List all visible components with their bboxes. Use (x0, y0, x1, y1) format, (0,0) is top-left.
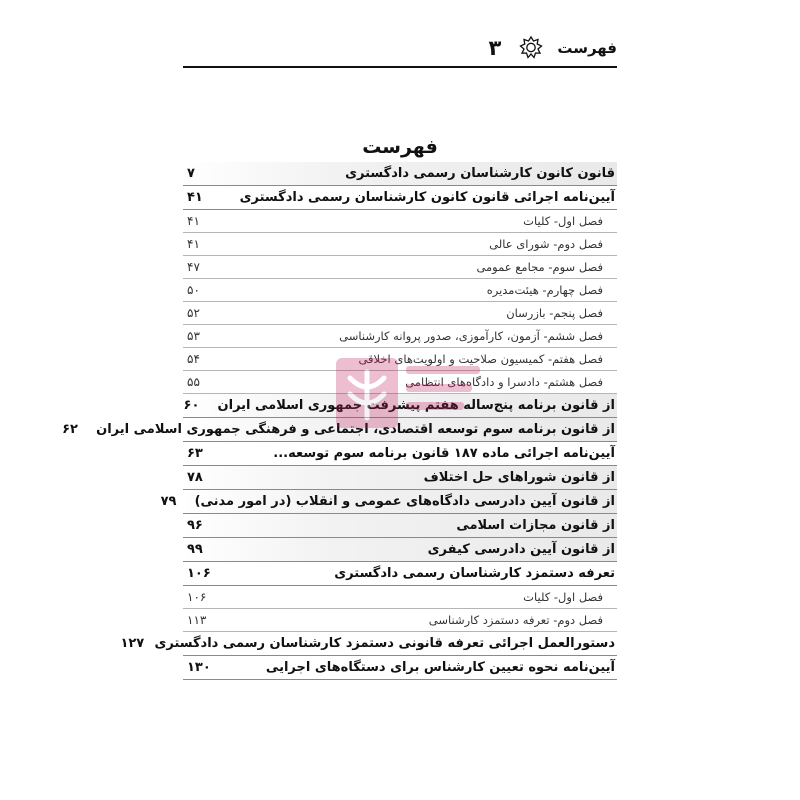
toc-subentry[interactable] (183, 586, 617, 609)
toc-subentry-label: فصل اول- کلیات (523, 590, 603, 604)
toc-entry-label: آیین‌نامه اجرائی قانون کانون کارشناسان رسمی دادگستری (239, 190, 615, 205)
toc-title: فهرست (362, 136, 438, 158)
toc-subentry-label: فصل هفتم- کمیسیون صلاحیت و اولویت‌های اخلاقی (358, 352, 603, 366)
toc-subentry-page: ۵۲ (187, 306, 200, 320)
toc-entry[interactable] (120, 632, 617, 656)
toc-subentry[interactable] (183, 256, 617, 279)
toc-subentry[interactable] (183, 233, 617, 256)
toc-entry-label: از قانون برنامه سوم توسعه اقتصادی، اجتماعی و فرهنگی جمهوری اسلامی ایران (96, 422, 615, 437)
toc-entry-page: ۹۶ (187, 518, 203, 533)
toc-entry[interactable] (183, 538, 617, 562)
toc-entry-page: ۴۱ (187, 190, 203, 205)
toc-entry-label: از قانون مجازات اسلامی (456, 518, 615, 533)
toc-subentry-label: فصل چهارم- هیئت‌مدیره (486, 283, 603, 297)
running-header-title: فهرست (557, 39, 617, 57)
toc-subentry-page: ۵۰ (187, 283, 200, 297)
toc-subentry[interactable] (183, 609, 617, 632)
toc-entry-page: ۷۸ (187, 470, 203, 485)
toc-subentry[interactable] (183, 348, 617, 371)
toc-entry-label: از قانون شوراهای حل اختلاف (423, 470, 615, 485)
toc-entry[interactable] (62, 418, 617, 442)
toc-subentry-page: ۴۱ (187, 214, 200, 228)
toc-entry-page: ۷ (187, 166, 195, 181)
toc-entry-label: تعرفه دستمزد کارشناسان رسمی دادگستری (334, 566, 615, 581)
toc-subentry-label: فصل ششم- آزمون، کارآموزی، صدور پروانه کارشناسی (339, 329, 603, 343)
toc-subentry[interactable] (183, 210, 617, 233)
toc-entry[interactable] (183, 466, 617, 490)
toc-entry-page: ۶۳ (187, 446, 203, 461)
toc-subentry-label: فصل دوم- شورای عالی (489, 237, 603, 251)
toc-entry-label: از قانون آیین دادرسی دادگاه‌های عمومی و انقلاب (در امور مدنی) (194, 494, 615, 509)
toc-subentry-page: ۴۷ (187, 260, 200, 274)
toc-entry-label: از قانون آیین دادرسی کیفری (427, 542, 615, 557)
toc-entry[interactable] (183, 162, 617, 186)
toc-subentry-page: ۱۰۶ (187, 590, 207, 604)
toc-subentry-label: فصل پنجم- بازرسان (506, 306, 603, 320)
toc-entry-label: قانون کانون کارشناسان رسمی دادگستری (345, 166, 615, 181)
toc-entry[interactable] (183, 394, 617, 418)
toc-entry-page: ۹۹ (187, 542, 203, 557)
toc-subentry[interactable] (183, 279, 617, 302)
header-rule (183, 66, 617, 68)
toc-subentry[interactable] (183, 371, 617, 394)
toc-entry-label: دستورالعمل اجرائی تعرفه قانونی دستمزد کارشناسان رسمی دادگستری (154, 636, 615, 651)
toc-entry-page: ۱۰۶ (187, 566, 211, 581)
toc-subentry-page: ۱۱۳ (187, 613, 207, 627)
toc-entry[interactable] (183, 656, 617, 680)
toc-subentry-page: ۵۴ (187, 352, 200, 366)
toc-subentry-label: فصل اول- کلیات (523, 214, 603, 228)
toc-entry-page: ۷۹ (160, 494, 177, 509)
toc-subentry[interactable] (183, 325, 617, 348)
toc-entry-label: آیین‌نامه نحوه تعیین کارشناس برای دستگاه‌های اجرایی (265, 660, 615, 675)
toc-entry[interactable] (160, 490, 617, 514)
flower-ornament-icon (519, 36, 543, 60)
toc-entry[interactable] (183, 562, 617, 586)
toc-subentry-label: فصل هشتم- دادسرا و دادگاه‌های انتظامی (405, 375, 603, 389)
toc-subentry[interactable] (183, 302, 617, 325)
toc-entry[interactable] (183, 186, 617, 210)
toc-entry-label: آیین‌نامه اجرائی ماده ۱۸۷ قانون برنامه سوم توسعه... (273, 446, 615, 461)
toc-entry-page: ۶۰ (183, 398, 200, 413)
toc-entry-page: ۱۳۰ (187, 660, 211, 675)
toc-entry-label: از قانون برنامه پنج‌ساله هفتم پیشرفت جمهوری اسلامی ایران (217, 398, 615, 413)
toc-subentry-page: ۵۵ (187, 375, 200, 389)
page-number: ۳ (488, 36, 502, 60)
toc-entry[interactable] (183, 442, 617, 466)
toc-subentry-page: ۵۳ (187, 329, 200, 343)
page-header (183, 32, 617, 64)
table-of-contents (62, 162, 617, 680)
toc-entry[interactable] (183, 514, 617, 538)
toc-entry-page: ۶۲ (62, 422, 78, 437)
toc-subentry-label: فصل دوم- تعرفه دستمزد کارشناسی (428, 613, 603, 627)
toc-subentry-label: فصل سوم- مجامع عمومی (476, 260, 603, 274)
toc-entry-page: ۱۲۷ (120, 636, 145, 651)
toc-subentry-page: ۴۱ (187, 237, 200, 251)
